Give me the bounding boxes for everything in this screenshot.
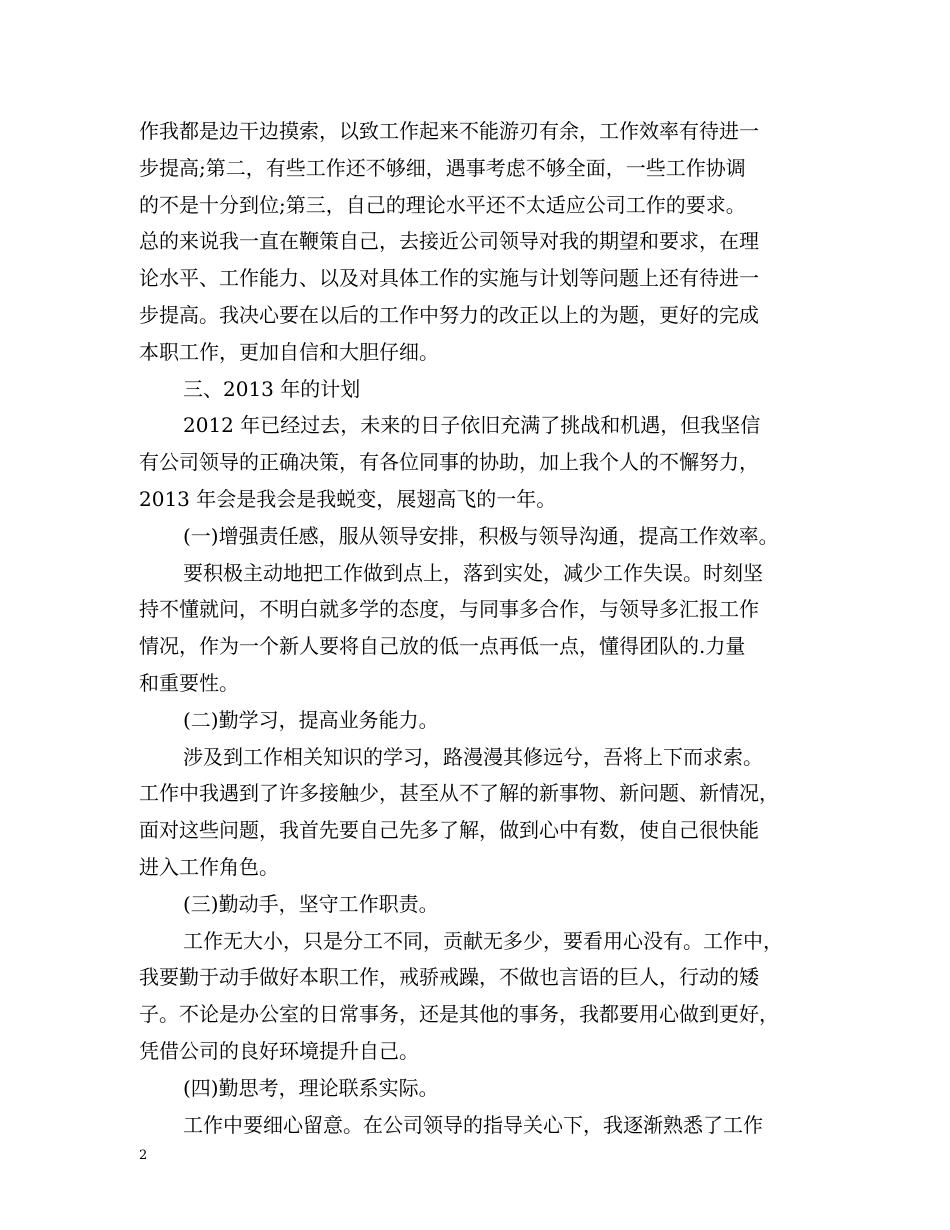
- text-line: 工作中我遇到了许多接触少，甚至从不了解的新事物、新问题、新情况，: [139, 781, 779, 806]
- text-line: 情况，作为一个新人要将自己放的低一点再低一点，懂得团队的.力量: [139, 634, 746, 659]
- text-line: 涉及到工作相关知识的学习，路漫漫其修远兮，吾将上下而求索。: [183, 744, 763, 769]
- text-line: 凭借公司的良好环境提升自己。: [139, 1038, 419, 1063]
- text-line: 我要勤于动手做好本职工作，戒骄戒躁，不做也言语的巨人，行动的矮: [139, 965, 759, 990]
- text-line: 的不是十分到位;第三，自己的理论水平还不太适应公司工作的要求。: [139, 192, 746, 217]
- text-line: 作我都是边干边摸索，以致工作起来不能游刃有余，工作效率有待进一: [139, 119, 759, 143]
- text-line: 有公司领导的正确决策，有各位同事的协助，加上我个人的不懈努力，: [139, 450, 759, 475]
- text-line: (四)勤思考，理论联系实际。: [183, 1075, 439, 1100]
- text-line: (二)勤学习，提高业务能力。: [183, 707, 439, 732]
- text-line: 总的来说我一直在鞭策自己，去接近公司领导对我的期望和要求，在理: [139, 229, 759, 254]
- text-line: 和重要性。: [139, 670, 239, 695]
- text-line: 三、2013 年的计划: [183, 376, 361, 401]
- text-line: (三)勤动手，坚守工作职责。: [183, 891, 439, 916]
- text-line: 2012 年已经过去，未来的日子依旧充满了挑战和机遇，但我坚信: [183, 413, 761, 438]
- text-line: 持不懂就问，不明白就多学的态度，与同事多合作，与领导多汇报工作: [139, 597, 759, 622]
- text-line: 面对这些问题，我首先要自己先多了解，做到心中有数，使自己很快能: [139, 818, 759, 843]
- text-line: 工作中要细心留意。在公司领导的指导关心下，我逐渐熟悉了工作: [183, 1112, 763, 1137]
- text-line: 步提高;第二，有些工作还不够细，遇事考虑不够全面，一些工作协调: [139, 155, 746, 180]
- document-body: [139, 113, 819, 1143]
- page-number: 2: [139, 1148, 148, 1163]
- text-line: 要积极主动地把工作做到点上，落到实处，减少工作失误。时刻坚: [183, 560, 763, 585]
- text-line: 进入工作角色。: [139, 854, 279, 879]
- text-line: 2013 年会是我会是我蜕变，展翅高飞的一年。: [139, 486, 557, 511]
- text-line: (一)增强责任感，服从领导安排，积极与领导沟通，提高工作效率。: [183, 523, 779, 548]
- text-line: 子。不论是办公室的日常事务，还是其他的事务，我都要用心做到更好，: [139, 1002, 779, 1027]
- text-line: 工作无大小，只是分工不同，贡献无多少，要看用心没有。工作中，: [183, 928, 783, 953]
- text-line: 本职工作，更加自信和大胆仔细。: [139, 339, 439, 364]
- text-line: 步提高。我决心要在以后的工作中努力的改正以上的为题，更好的完成: [139, 302, 759, 327]
- text-line: 论水平、工作能力、以及对具体工作的实施与计划等问题上还有待进一: [139, 266, 759, 291]
